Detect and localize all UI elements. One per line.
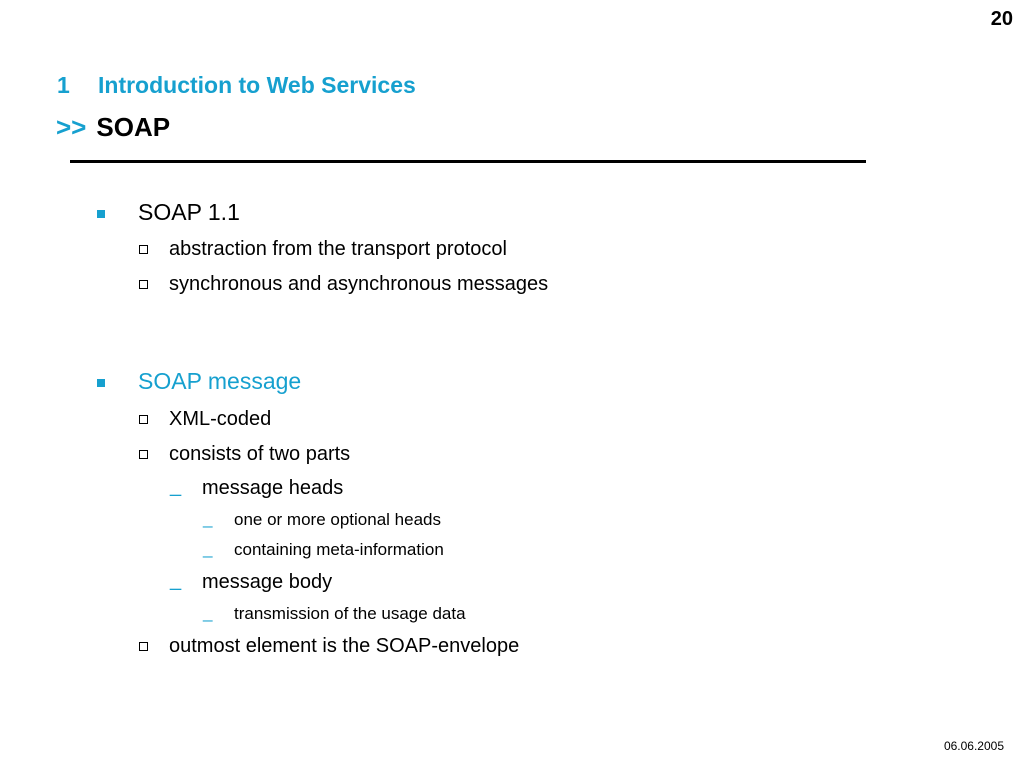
item-meta-information: containing meta-information (234, 540, 444, 559)
hollow-square-bullet-icon (139, 415, 148, 424)
item-message-heads: message heads (202, 477, 344, 499)
hollow-square-bullet-icon (139, 280, 148, 289)
title-divider (70, 160, 866, 163)
item-optional-heads: one or more optional heads (234, 510, 441, 529)
hollow-square-bullet-icon (139, 642, 148, 651)
dash-bullet-icon: _ (170, 475, 182, 497)
footer-date: 06.06.2005 (943, 739, 1004, 753)
square-bullet-icon (97, 379, 105, 387)
dash-bullet-icon: _ (203, 509, 213, 528)
item-xml-coded: XML-coded (169, 408, 272, 430)
item-two-parts: consists of two parts (169, 443, 351, 465)
item-message-body: message body (202, 571, 333, 593)
bullet-soap-1-1: SOAP 1.1 (138, 199, 240, 225)
section-title-text: Introduction to Web Services (98, 72, 416, 98)
item-sync-async-messages: synchronous and asynchronous messages (169, 273, 549, 295)
square-bullet-icon (97, 210, 105, 218)
hollow-square-bullet-icon (139, 450, 148, 459)
section-title (57, 72, 416, 99)
dash-bullet-icon: _ (203, 603, 213, 622)
section-number: 1 (57, 72, 70, 98)
dash-bullet-icon: _ (170, 569, 182, 591)
item-soap-envelope: outmost element is the SOAP-envelope (169, 635, 520, 657)
dash-bullet-icon: _ (203, 539, 213, 558)
hollow-square-bullet-icon (139, 245, 148, 254)
title-arrow-prefix: >> (56, 112, 87, 142)
item-usage-data: transmission of the usage data (234, 604, 466, 623)
slide-title-text: SOAP (96, 112, 171, 142)
bullet-soap-message: SOAP message (138, 368, 302, 394)
slide-title (56, 112, 170, 143)
item-transport-abstraction: abstraction from the transport protocol (169, 238, 507, 260)
page-number: 20 (990, 8, 1013, 30)
